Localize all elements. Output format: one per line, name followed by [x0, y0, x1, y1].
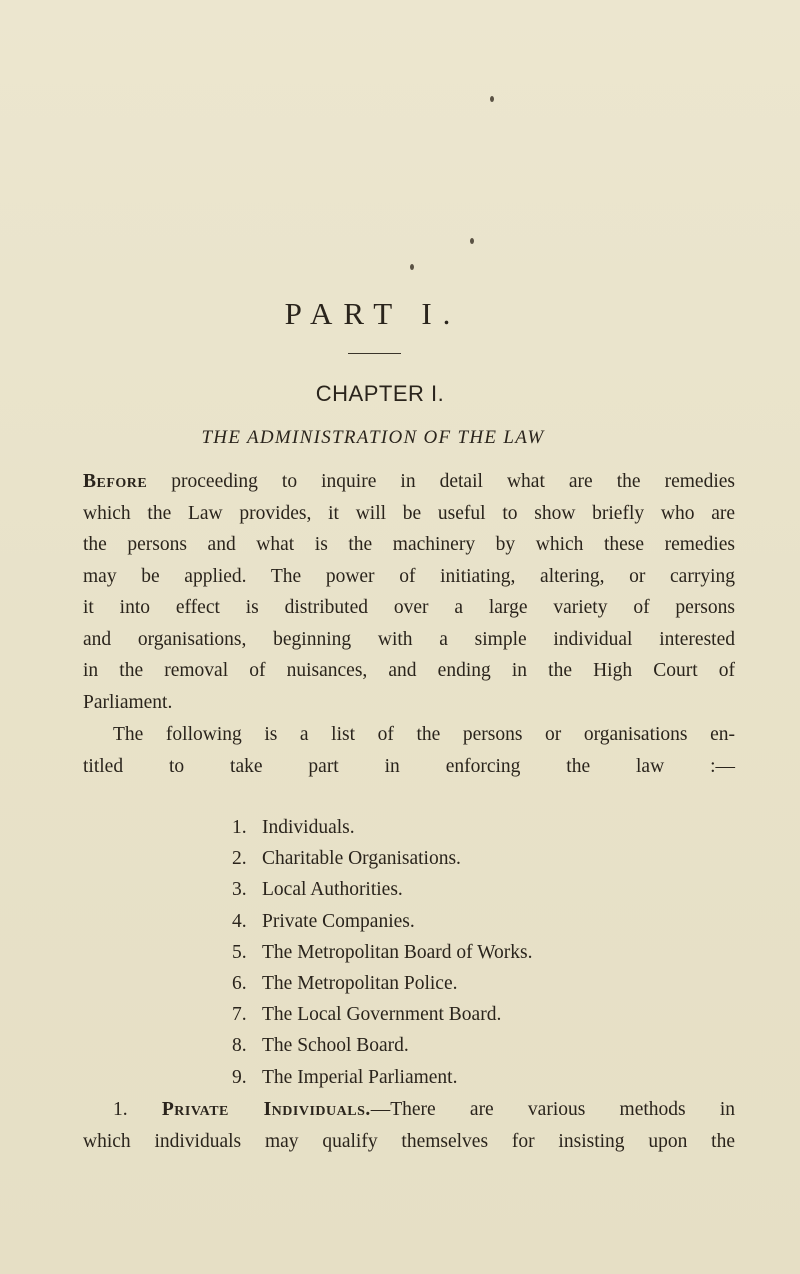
list-number: 8.: [232, 1035, 247, 1057]
paragraph-list-intro: [83, 719, 735, 782]
list-number: 5.: [232, 941, 247, 963]
enforcers-list: [232, 812, 532, 1093]
chapter-heading: CHAPTER I.: [315, 381, 445, 406]
ink-speck: [410, 264, 414, 270]
paragraph-line: which individuals may qualify themselves for insisting upon the: [83, 1130, 735, 1152]
list-number: 1.: [232, 817, 247, 838]
paragraph-line: Parliament.: [83, 691, 173, 713]
paragraph-line: which the Law provides, it will be useful to show briefly who are: [83, 502, 735, 524]
paragraph-intro: [83, 466, 735, 718]
list-item: [232, 999, 532, 1030]
chapter-title: THE ADMINISTRATION OF THE LAW: [201, 427, 545, 448]
list-number: 3.: [232, 879, 247, 901]
paragraph-line: it into effect is distributed over a large variety of persons: [83, 597, 735, 618]
list-text: The Imperial Parliament.: [262, 1066, 458, 1088]
paragraph-line: and organisations, beginning with a simple individual interested: [83, 628, 735, 650]
section-number: 1.: [113, 1099, 128, 1120]
paragraph-line: 1. Private Individuals.—There are various methods in: [113, 1099, 736, 1120]
paragraph-line: The following is a list of the persons or organisations en-: [113, 724, 735, 745]
part-heading: PART I.: [284, 296, 462, 331]
paragraph-line: may be applied. The power of initiating, altering, or carrying: [83, 565, 735, 587]
list-item: [232, 1030, 532, 1061]
list-text: Local Authorities.: [262, 879, 403, 901]
paragraph-private-individuals: [83, 1094, 735, 1157]
list-text: Private Companies.: [262, 910, 415, 932]
list-text: The Metropolitan Board of Works.: [262, 941, 533, 963]
ink-speck: [470, 238, 474, 244]
ink-speck: [490, 96, 494, 102]
list-number: 6.: [232, 973, 247, 995]
paragraph-line: titled to take part in enforcing the law :—: [83, 755, 735, 777]
list-number: 7.: [232, 1004, 247, 1026]
list-item: [232, 906, 532, 937]
list-text: The Local Government Board.: [262, 1004, 502, 1026]
list-number: 9.: [232, 1066, 247, 1088]
paragraph-line: the persons and what is the machinery by which these remedies: [83, 534, 735, 555]
list-item: [232, 843, 532, 874]
list-text: Charitable Organisations.: [262, 848, 461, 870]
paragraph-lead-word: Before: [83, 471, 148, 492]
paragraph-line: in the removal of nuisances, and ending in the High Court of: [83, 660, 735, 681]
list-item: [232, 812, 532, 843]
list-item: [232, 968, 532, 999]
list-number: 4.: [232, 910, 247, 932]
list-text: The Metropolitan Police.: [262, 973, 458, 995]
list-item: [232, 874, 532, 905]
section-lead: Private Individuals.: [161, 1099, 371, 1120]
paragraph-line: Before proceeding to inquire in detail what are the remedies: [83, 471, 735, 492]
list-text: Individuals.: [262, 817, 355, 838]
list-item: [232, 937, 532, 968]
heading-rule: [348, 353, 401, 354]
list-number: 2.: [232, 848, 247, 870]
list-text: The School Board.: [262, 1035, 409, 1057]
list-item: [232, 1062, 532, 1093]
